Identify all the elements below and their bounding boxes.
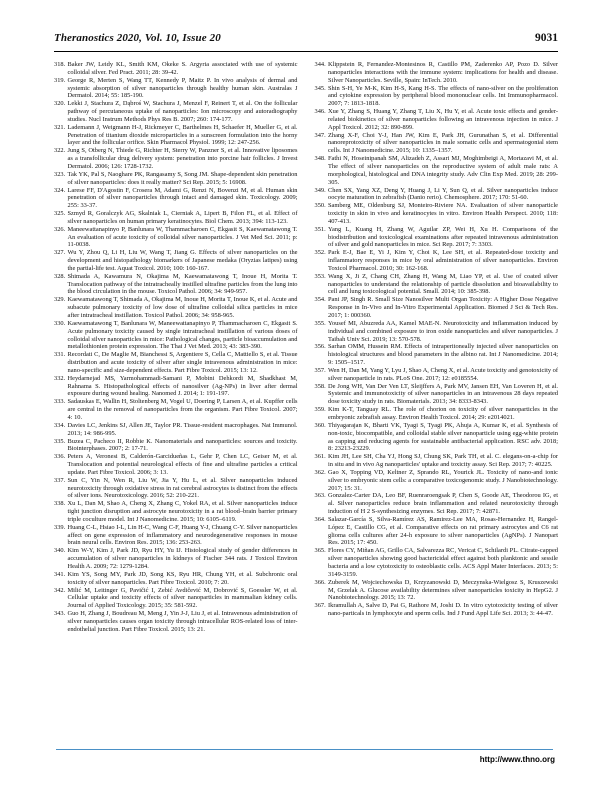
reference-number: 360.	[314, 421, 326, 429]
reference-text: Sadauskas E, Wallin H, Stoltenberg M, Vogel U, Doering P, Larsen A, et al. Kupffer cells are central in the removal of nanoparticles from the organism. Part Fibre Toxicol. 2007; 4: 10.	[67, 398, 298, 421]
page-number: 9031	[535, 32, 558, 44]
reference-item	[315, 132, 559, 156]
reference-item	[315, 108, 559, 132]
reference-number: 348.	[314, 155, 326, 163]
reference-item	[54, 273, 298, 297]
reference-text: Huang C-L, Hsiao I-L, Lin H-C, Wang C-F, Huang Y-J, Chuang C-Y. Silver nanoparticles affect on gene expression of inflammatory and neurodegenerative responses in mouse brain neural cells. Environ Res. 2015; 136: 253-263.	[67, 523, 298, 547]
reference-item	[315, 320, 559, 344]
reference-item	[54, 147, 298, 171]
reference-text: Shimada A, Kawamura N, Okajima M, Kaewamatawong T, Inoue H, Morita T. Translocation pathway of the intratracheally instilled ultrafine particles from the lung into the blood circulation in the mouse. Toxicol Pathol. 2006; 34: 949-957.	[67, 272, 298, 296]
refs-col-right	[315, 61, 559, 634]
footer-rule	[56, 749, 553, 750]
reference-text: Pani JP, Singh R. Small Size Nanosilver Multi Organ Toxicity: A Higher Dose Negative Response in In-Vivo and In-Vitro Experimental Application. Biomed J Sci & Tech Res. 2017; 1: 000360.	[328, 296, 558, 319]
reference-item	[54, 296, 298, 320]
reference-number: 333.	[54, 398, 66, 406]
reference-text: Lademann J, Weigmann H-J, Rickmeyer C, Barthelmes H, Schaefer H, Mueller G, et al. Penetration of titanium dioxide microparticles in a sunscreen formulation into the horny layer and the follicular orifice. Skin Pharmacol Physiol. 1999; 12: 247-256.	[67, 123, 298, 147]
reference-number: 327.	[54, 249, 66, 257]
reference-text: Yang L, Kuang H, Zhang W, Aguilar ZP, Wei H, Xu H. Comparisons of the biodistribution and toxicological examinations after repeated intravenous administration of silver and gold nanoparticles in mice. Sci Rep. 2017; 7: 3303.	[328, 225, 558, 249]
reference-number: 328.	[54, 272, 66, 280]
reference-number: 365.	[314, 547, 326, 555]
reference-text: Samberg ME, Oldenburg SJ, Monteiro-Riviere NA. Evaluation of silver nanoparticle toxicity in skin in vivo and keratinocytes in vitro. Environ Health Perspect. 2010; 118: 407-413.	[328, 202, 558, 225]
reference-text: Sarhan OMM, Hussein RM. Effects of intraperitoneally injected silver nanoparticles on histological structures and blood parameters in the albino rat. Int J Nanomedicine. 2014; 9: 1505–1517.	[328, 343, 558, 367]
reference-text: Thiyagarajan K, Bharti VK, Tyagi S, Tyagi PK, Ahuja A, Kumar K, et al. Synthesis of non-toxic, biocompatible, and colloidal stable silver nanoparticle using egg-white protein as capping and reducing agents for sustainable antibacterial application. RSC adv. 2018; 8: 23213-23229.	[328, 421, 558, 453]
reference-number: 350.	[314, 202, 326, 210]
reference-text: Wen H, Dan M, Yang Y, Lyu J, Shao A, Cheng X, et al. Acute toxicity and genotoxicity of silver nanoparticle in rats. PLoS One. 2017; 12: e0185554.	[328, 366, 558, 382]
reference-number: 322.	[54, 147, 66, 155]
reference-item	[315, 579, 559, 603]
reference-number: 324.	[54, 186, 66, 194]
reference-item	[315, 85, 559, 109]
refs-col-left	[54, 61, 298, 634]
reference-number: 362.	[314, 468, 326, 476]
reference-text: Tak YK, Pal S, Naoghare PK, Rangasamy S, Song JM. Shape-dependent skin penetration of silver nanoparticles: does it really matter? Sci Rep. 2015; 5: 16908.	[67, 170, 298, 186]
reference-text: Guo H, Zhang J, Boudreau M, Meng J, Yin J-J, Liu J, et al. Intravenous administration of silver nanoparticles causes organ toxicity through intracellular ROS-related loss of inter-endothelial junction. Part Fibre Toxicol. 2015; 13: 21.	[67, 610, 298, 633]
reference-number: 330.	[54, 319, 66, 327]
reference-item	[54, 375, 298, 399]
reference-text: Gonzalez-Carter DA, Leo BF, Ruenraroengsak P, Chen S, Goode AE, Theodorou IG, et al. Silver nanoparticles reduce brain inflammation and related neurotoxicity through induction of H 2 S-synthesizing enzymes. Sci Rep. 2017; 7: 42871.	[328, 492, 558, 516]
reference-text: Gao X, Topping VD, Keltner Z, Sprando RL, Yourick JL. Toxicity of nano-and ionic silver to embryonic stem cells: a comparative toxicogenomic study. J Nanobiotechnology. 2017; 15: 31.	[328, 468, 558, 492]
reference-number: 363.	[314, 492, 326, 500]
reference-number: 367.	[314, 602, 326, 610]
reference-number: 364.	[314, 515, 326, 523]
reference-item	[54, 320, 298, 351]
reference-item	[315, 469, 559, 493]
reference-text: Klippstein R, Fernandez-Montesinos R, Castillo PM, Zaderenko AP, Pozo D. Silver nanoparticles interactions with the immune system: implications for health and disease. Silver Nanoparticles. Seville, Spain: InTech. 2010.	[328, 61, 558, 84]
reference-number: 337.	[54, 476, 66, 484]
reference-item	[54, 351, 298, 375]
header-rule	[54, 51, 558, 52]
journal-title: Theranostics 2020, Vol. 10, Issue 20	[54, 32, 221, 44]
reference-item	[315, 453, 559, 469]
reference-item	[315, 273, 559, 297]
reference-item	[315, 202, 559, 226]
reference-number: 356.	[314, 343, 326, 351]
reference-number: 361.	[314, 453, 326, 461]
reference-number: 344.	[314, 61, 326, 68]
reference-item	[54, 453, 298, 477]
reference-text: Flores CY, Miñan AG, Grillo CA, Salvarezza RC, Vericat C, Schilardi PL. Citrate-capped silver nanoparticles showing good bactericidal effect against both planktonic and sessile bacteria and a low cytotoxicity to osteoblastic cells. ACS Appl Mater Interfaces. 2013; 5: 3149-3159.	[328, 547, 558, 578]
reference-text: Shin S-H, Ye M-K, Kim H-S, Kang H-S. The effects of nano-silver on the proliferation and cytokine expression by peripheral blood mononuclear cells. Int Immunopharmacol. 2007; 7: 1813-1818.	[328, 84, 558, 108]
reference-item	[54, 524, 298, 548]
reference-item	[54, 571, 298, 587]
reference-number: 321.	[54, 123, 66, 131]
reference-number: 357.	[314, 366, 326, 374]
reference-text: Larese FF, D'Agostin F, Crosera M, Adami G, Renzi N, Bovenzi M, et al. Human skin penetration of silver nanoparticles through intact and damaged skin. Toxicology. 2009; 255: 33-37.	[67, 186, 298, 210]
reference-text: Chen SX, Yang XZ, Deng Y, Huang J, Li Y, Sun Q, et al. Silver nanoparticles induce oocyte maturation in zebrafish (Danio rerio). Chemosphere. 2017; 170: 51-60.	[328, 186, 558, 202]
reference-text: Salazar-García S, Silva-Ramírez AS, Ramirez-Lee MA, Rosas-Hernandez H, Rangel-López E, Castillo CG, et al. Comparative effects on rat primary astrocytes and C6 rat glioma cells cultures after 24-h exposure to silver nanoparticles (AgNPs). J Nanopart Res. 2015; 17: 450.	[328, 515, 558, 547]
reference-item	[315, 602, 559, 618]
reference-item	[315, 547, 559, 578]
reference-item	[315, 296, 559, 320]
reference-item	[54, 124, 298, 148]
reference-item	[54, 587, 298, 611]
reference-number: 340.	[54, 547, 66, 555]
reference-item	[54, 398, 298, 422]
reference-number: 349.	[314, 186, 326, 194]
reference-text: Recordati C, De Maglie M, Bianchessi S, Argentiere S, Cella C, Mattiello S, et al. Tissue distribution and acute toxicity of silver after single intravenous administration in mice: nano-specific and size-dependent effects. Part Fibre Toxicol. 2015; 13: 12.	[67, 351, 298, 374]
reference-number: 326.	[54, 225, 66, 233]
reference-item	[315, 492, 559, 516]
reference-text: De Jong WH, Van Der Ven LT, Sleijffers A, Park MV, Jansen EH, Van Loveren H, et al. Systemic and immunotoxicity of silver nanoparticles in an intravenous 28 days repeated dose toxicity study in rats. Biomaterials. 2013; 34: 8333-8343.	[328, 382, 558, 406]
reference-text: Wu Y, Zhou Q, Li H, Liu W, Wang T, Jiang G. Effects of silver nanoparticles on the development and histopathology biomarkers of Japanese medaka (Oryzias latipes) using the partial-life test. Aquat Toxicol. 2010; 100: 160-167.	[67, 249, 298, 272]
reference-text: Zuberek M, Wojciechowska D, Krzyzanowski D, Meczynska-Wielgosz S, Kruszewski M, Grzelak A. Glucose availability determines silver nanoparticles toxicity in HepG2. J Nanobiotechnology. 2015; 13: 72.	[328, 578, 558, 602]
reference-text: Zhang X-F, Choi Y-J, Han JW, Kim E, Park JH, Gurunathan S, et al. Differential nanoreprotoxicity of silver nanoparticles in male somatic cells and spermatogonial stem cells. Int J Nanomedicine. 2015; 10: 1335–1357.	[328, 131, 558, 155]
reference-item	[54, 187, 298, 211]
reference-text: Peters A, Veronesi B, Calderón-Garcidueñas L, Gehr P, Chen LC, Geiser M, et al. Translocation and potential neurological effects of fine and ultrafine particles a critical update. Part Fibre Toxicol. 2006; 3: 13.	[67, 453, 298, 476]
reference-number: 347.	[314, 131, 326, 139]
reference-number: 358.	[314, 382, 326, 390]
reference-text: Kim YS, Song MY, Park JD, Song KS, Ryu HR, Chung YH, et al. Subchronic oral toxicity of silver nanoparticles. Part Fibre Toxicol. 2010; 7: 20.	[67, 570, 298, 586]
reference-list-left	[54, 61, 298, 634]
reference-item	[315, 343, 559, 367]
reference-text: Heydarnejad MS, Yarmohammadi-Samani P, Mobini Dehkordi M, Shadkhast M, Rahnama S. Histopathological effects of nanosilver (Ag-NPs) in liver after dermal exposure during wound healing. Nanomed J. 2014; 1: 191-197.	[67, 374, 298, 398]
reference-item	[54, 610, 298, 634]
reference-number: 331.	[54, 351, 66, 359]
reference-text: Jung S, Otberg N, Thiede G, Richter H, Sterry W, Panzner S, et al. Innovative liposomes as a transfollicular drug delivery system: penetration into porcine hair follicles. J Invest Dermatol. 2006; 126: 1728-1732.	[67, 147, 298, 170]
reference-item	[54, 210, 298, 226]
reference-text: Kaewamatawong T, Shimada A, Okajima M, Inoue H, Morita T, Inoue K, et al. Acute and subacute pulmonary toxicity of low dose of ultrafine colloidal silica particles in mice after intratracheal instillation. Toxicol Pathol. 2006; 34: 958-965.	[67, 296, 298, 319]
footer-journal-url-link[interactable]: http://www.thno.org	[479, 755, 555, 764]
reference-item	[54, 547, 298, 571]
reference-number: 336.	[54, 453, 66, 461]
reference-number: 339.	[54, 523, 66, 531]
reference-text: Ikramullah A, Salve D, Pai G, Rathore M, Joshi D. In vitro cytotoxicity testing of silver nano-particals in lymphocyte and sperm cells. Ind J Fund Appl Life Sci. 2013; 3: 44-47.	[328, 602, 558, 618]
reference-number: 355.	[314, 319, 326, 327]
reference-item	[54, 500, 298, 524]
reference-text: Park E-J, Bae E, Yi J, Kim Y, Choi K, Lee SH, et al. Repeated-dose toxicity and inflammatory responses in mice by oral administration of silver nanoparticles. Environ Toxicol Pharmacol. 2010; 30: 162-168.	[328, 249, 558, 272]
reference-text: Szmyd R, Goralczyk AG, Skalniak L, Cierniak A, Lipert B, Filon FL, et al. Effect of silver nanoparticles on human primary keratinocytes. Biol Chem. 2013; 394: 113-123.	[67, 210, 298, 225]
reference-item	[54, 77, 298, 101]
reference-text: Kaewamatawong T, Banlunara W, Maneewattanapinyo P, Thammacharoen C, Ekgasit S. Acute pulmonary toxicity caused by single intratracheal instillation of various doses of colloidal silver nanoparticles in mice: Pathological changes, particle bioaccumulation and metallothionien protein expression. The Thai J Vet Med. 2013; 43: 383-390.	[67, 319, 298, 351]
reference-item	[54, 171, 298, 187]
reference-item	[315, 383, 559, 407]
reference-text: Xu L, Dan M, Shao A, Cheng X, Zhang C, Yokel RA, et al. Silver nanoparticles induce tight junction disruption and astrocyte neurotoxicity in a rat blood–brain barrier primary triple coculture model. Int J Nanomedicine. 2015; 10: 6105–6119.	[67, 500, 298, 523]
reference-item	[315, 187, 559, 203]
reference-item	[315, 516, 559, 547]
reference-number: 325.	[54, 210, 66, 218]
reference-number: 319.	[54, 76, 66, 84]
reference-text: Sun C, Yin N, Wen R, Liu W, Jia Y, Hu L, et al. Silver nanoparticles induced neurotoxicity through oxidative stress in rat cerebral astrocytes is distinct from the effects of silver ions. Neurotoxicology. 2016; 52: 210-221.	[67, 476, 298, 500]
reference-number: 334.	[54, 421, 66, 429]
reference-number: 323.	[54, 170, 66, 178]
reference-item	[315, 406, 559, 422]
reference-item	[315, 155, 559, 186]
references-section	[54, 61, 558, 634]
page-header	[54, 32, 558, 44]
reference-text: Baker JW, Leidy KL, Smith KM, Okeke S. Argyria associated with use of systemic colloidal silver. Fed Pract. 2011; 28: 39-42.	[67, 61, 298, 76]
reference-number: 352.	[314, 249, 326, 257]
reference-text: Kim W-Y, Kim J, Park JD, Ryu HY, Yu IJ. Histological study of gender differences in accumulation of silver nanoparticles in kidneys of Fischer 344 rats. J Toxicol Environ Health A. 2009; 72: 1279-1284.	[67, 547, 298, 570]
reference-number: 359.	[314, 406, 326, 414]
reference-number: 318.	[54, 61, 66, 68]
reference-item	[54, 100, 298, 124]
reference-text: Kim K-T, Tanguay RL. The role of chorion on toxicity of silver nanoparticles in the embryonic zebrafish assay. Environ Health Toxicol. 2014; 29: e2014021.	[328, 406, 558, 421]
reference-text: Davies LC, Jenkins SJ, Allen JE, Taylor PR. Tissue-resident macrophages. Nat Immunol. 2013; 14: 986-995.	[67, 421, 298, 437]
reference-item	[54, 61, 298, 77]
reference-number: 354.	[314, 296, 326, 304]
reference-item	[54, 477, 298, 501]
reference-item	[315, 61, 559, 85]
reference-item	[315, 249, 559, 273]
reference-item	[315, 422, 559, 453]
reference-number: 351.	[314, 225, 326, 233]
reference-list-right	[315, 61, 559, 618]
reference-number: 353.	[314, 272, 326, 280]
reference-item	[315, 367, 559, 383]
reference-number: 320.	[54, 100, 66, 108]
reference-item	[54, 438, 298, 454]
reference-number: 335.	[54, 437, 66, 445]
reference-number: 343.	[54, 610, 66, 618]
reference-item	[54, 226, 298, 250]
reference-text: Fathi N, Hoseinipanah SM, Alizadeh Z, Assari MJ, Moghimbeigi A, Mortazavi M, et al. The effect of silver nanoparticles on the reproductive system of adult male rats: A morphological, histological and DNA integrity study. Adv Clin Exp Med. 2019; 28: 299-305.	[328, 155, 558, 186]
reference-text: Maneewattanapinyo P, Banlunara W, Thammacharoen C, Ekgasit S, Kaewamatawong T. An evaluation of acute toxicity of colloidal silver nanoparticles. J Vet Med Sci. 2011; p: 11-0038.	[67, 225, 298, 249]
reference-item	[54, 422, 298, 438]
reference-text: Milić M, Leitinger G, Pavičić I, Zebić Avdičević M, Dobrović S, Goessler W, et al. Cellular uptake and toxicity effects of silver nanoparticles in mammalian kidney cells. Journal of Applied Toxicology. 2015; 35: 581-592.	[67, 586, 298, 610]
reference-number: 338.	[54, 500, 66, 508]
reference-text: Yousef MI, Abuzreda AA, Kamel MAE-N. Neurotoxicity and inflammation induced by individual and combined exposure to iron oxide nanoparticles and silver nanoparticles. J Taibah Univ Sci. 2019; 13: 570-578.	[328, 319, 558, 343]
reference-number: 366.	[314, 578, 326, 586]
reference-number: 341.	[54, 570, 66, 578]
reference-item	[54, 249, 298, 273]
reference-text: Lekki J, Stachura Z, Dąbroś W, Stachura J, Menzel F, Reinert T, et al. On the follicular pathway of percutaneous uptake of nanoparticles: Ion microscopy and autoradiography studies. Nucl Instrum Methods Phys Res B. 2007; 260: 174-177.	[67, 100, 298, 123]
reference-item	[315, 226, 559, 250]
reference-text: Wang X, Ji Z, Chang CH, Zhang H, Wang M, Liao YP, et al. Use of coated silver nanoparticles to understand the relationship of particle dissolution and bioavailability to cell and lung toxicological potential. Small. 2014; 10: 385-398.	[328, 272, 558, 296]
reference-number: 345.	[314, 84, 326, 92]
reference-number: 342.	[54, 586, 66, 594]
reference-text: Xue Y, Zhang S, Huang Y, Zhang T, Liu X, Hu Y, et al. Acute toxic effects and gender-related biokinetics of silver nanoparticles following an intravenous injection in mice. J Appl Toxicol. 2012; 32: 890-899.	[328, 108, 558, 131]
reference-number: 329.	[54, 296, 66, 304]
reference-text: George R, Merten S, Wang TT, Kennedy P, Maitz P. In vivo analysis of dermal and systemic absorption of silver nanoparticles through healthy human skin. Australas J Dermatol. 2014; 55: 185-190.	[67, 76, 298, 100]
reference-number: 346.	[314, 108, 326, 116]
reference-text: Kim JH, Lee SH, Cha YJ, Hong SJ, Chung SK, Park TH, et al. C. elegans-on-a-chip for in situ and in vivo Ag nanoparticles' uptake and toxicity assay. Sci Rep. 2017; 7: 40225.	[328, 453, 558, 469]
reference-text: Buzea C, Pacheco II, Robbie K. Nanomaterials and nanoparticles: sources and toxicity. Biointerphases. 2007; 2: 17-71.	[67, 437, 298, 453]
reference-number: 332.	[54, 374, 66, 382]
